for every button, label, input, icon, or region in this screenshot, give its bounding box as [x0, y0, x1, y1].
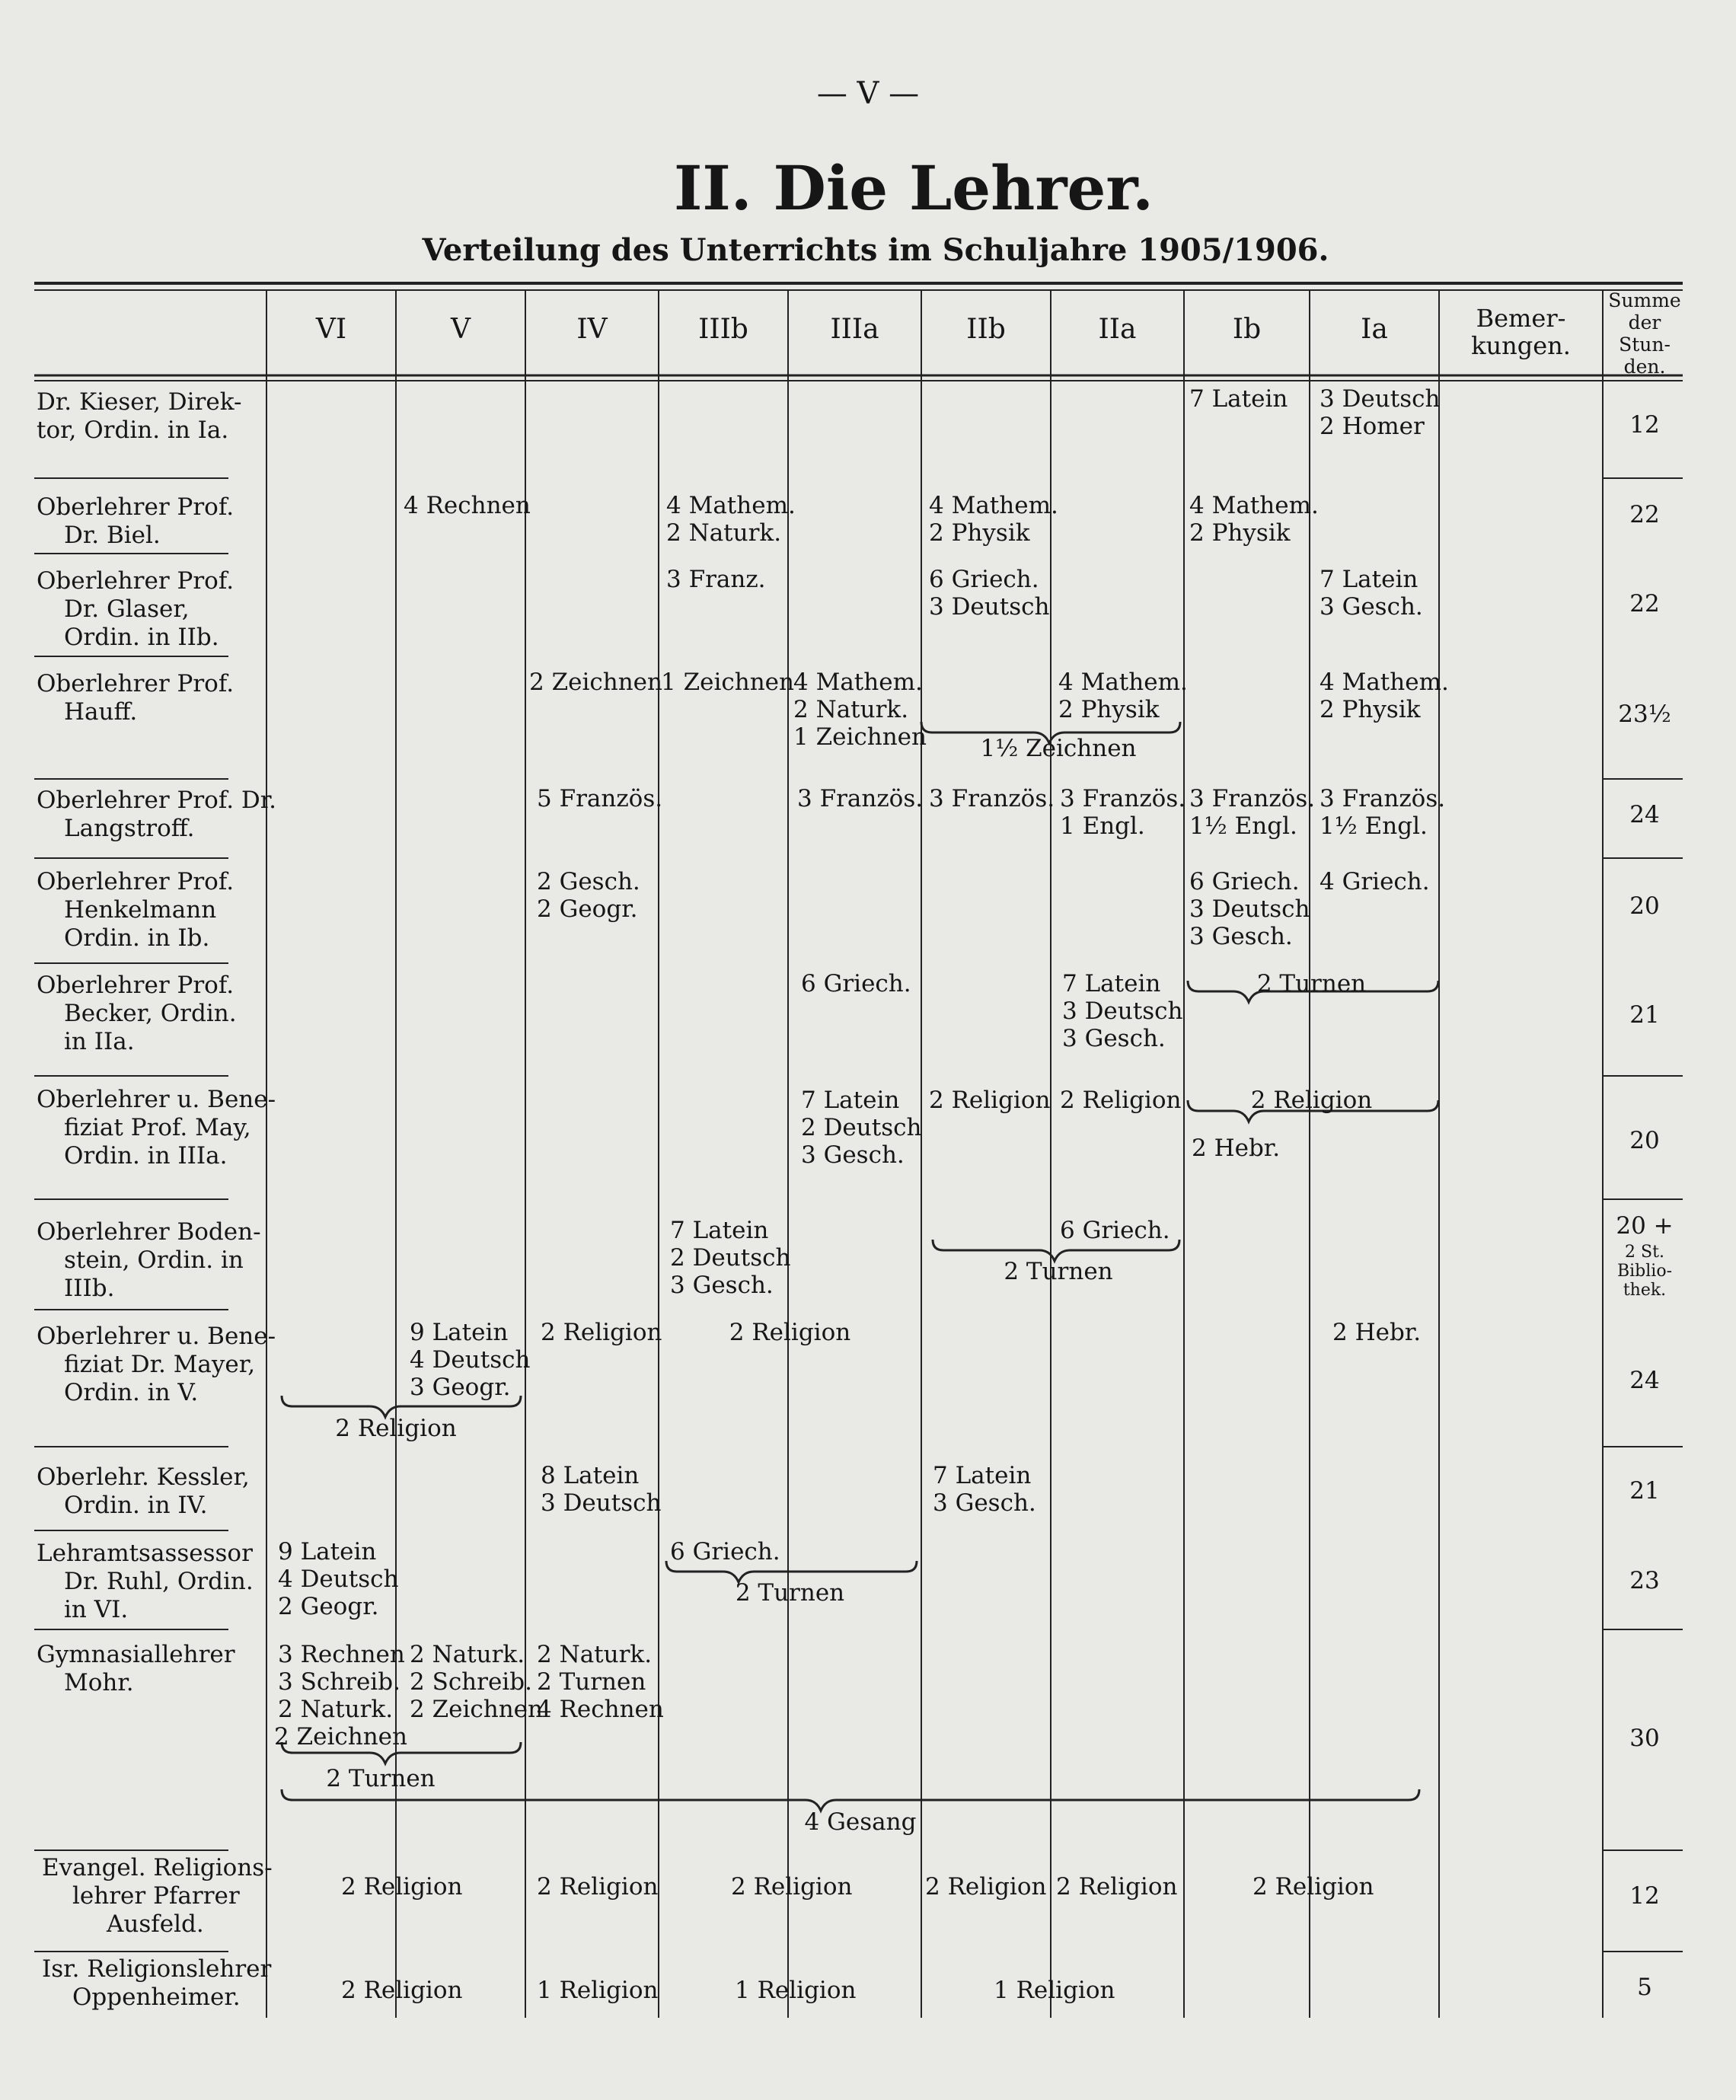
teacher-name: Gymnasiallehrer Mohr. — [37, 1641, 235, 1696]
hours-total: 23 — [1629, 1567, 1660, 1594]
teacher-name: Oberlehr. Kessler, Ordin. in IV. — [37, 1463, 250, 1519]
hours-total: 20 — [1629, 892, 1660, 920]
lesson-cell: 2 Religion — [731, 1873, 853, 1901]
lesson-cell: 6 Griech. — [801, 970, 911, 997]
lesson-cell: 4 Griech. — [1320, 868, 1430, 895]
lesson-cell: 6 Griech. — [1060, 1217, 1170, 1244]
lesson-cell: 8 Latein 3 Deutsch — [541, 1462, 662, 1517]
shared-lesson-label: 2 Turnen — [735, 1579, 845, 1607]
lesson-cell: 4 Mathem. 2 Physik — [1058, 669, 1188, 723]
teacher-name: Oberlehrer Prof. Dr. Glaser, Ordin. in IIb. — [37, 567, 235, 651]
col-header-sum: Summe der Stun- den. — [1608, 289, 1681, 378]
lesson-cell: 3 Französ. — [797, 785, 924, 812]
teacher-name: Oberlehrer Prof. Dr. Biel. — [37, 493, 235, 549]
lesson-cell: 2 Religion — [1253, 1873, 1374, 1901]
shared-lesson-label: 2 Turnen — [1004, 1258, 1113, 1285]
lesson-cell: 9 Latein 4 Deutsch 3 Geogr. — [410, 1319, 531, 1401]
shared-lesson-label: 4 Gesang — [804, 1808, 917, 1836]
col-header-ia: Ia — [1361, 314, 1388, 345]
lesson-cell: 3 Französ. — [929, 785, 1055, 812]
shared-lesson-label: 2 Religion — [335, 1415, 457, 1442]
lesson-cell: 4 Mathem. 2 Naturk. — [666, 492, 796, 547]
lesson-cell: 4 Mathem. 2 Naturk. 1 Zeichnen — [793, 669, 927, 751]
lesson-cell: 9 Latein 4 Deutsch 2 Geogr. — [278, 1538, 399, 1620]
lesson-cell: 5 Französ. — [537, 785, 663, 812]
teacher-name: Isr. Religionslehrer Oppenheimer. — [42, 1955, 272, 2011]
hours-total: 23½ — [1618, 701, 1671, 728]
hours-total: 5 — [1637, 1974, 1652, 2001]
hours-total: 21 — [1629, 1001, 1660, 1029]
teacher-name: Oberlehrer u. Bene- fiziat Dr. Mayer, Ordin. in V. — [37, 1323, 276, 1406]
lesson-cell: 3 Franz. — [666, 566, 766, 593]
lesson-cell: 3 Französ. 1½ Engl. — [1320, 785, 1446, 840]
lesson-cell: 1 Religion — [537, 1977, 659, 2004]
lesson-cell: 3 Rechnen 3 Schreib. 2 Naturk. 2 Zeichnen — [274, 1641, 407, 1751]
lesson-cell: 7 Latein 2 Deutsch 3 Gesch. — [801, 1087, 922, 1169]
lesson-cell: 2 Religion — [929, 1087, 1051, 1114]
lesson-cell: 6 Griech. — [670, 1538, 780, 1565]
hours-total: 20 — [1629, 1127, 1660, 1154]
hours-total: 30 — [1629, 1725, 1660, 1752]
lesson-cell: 2 Religion — [1060, 1087, 1182, 1114]
col-header-vi: VI — [315, 314, 347, 345]
lesson-cell: 3 Deutsch 2 Homer — [1320, 385, 1441, 440]
col-header-v: V — [451, 314, 471, 345]
shared-lesson-label: 2 Turnen — [1256, 970, 1367, 997]
col-header-iiib: IIIb — [698, 314, 748, 345]
lesson-cell: 7 Latein 3 Gesch. — [933, 1462, 1036, 1517]
hours-total: 12 — [1629, 1882, 1660, 1910]
table-caption: Verteilung des Unterrichts im Schuljahre 1905/1906. — [422, 232, 1329, 268]
lesson-cell: 4 Mathem. 2 Physik — [929, 492, 1058, 547]
lesson-cell: 2 Religion — [341, 1873, 463, 1901]
lesson-cell: 3 Französ. 1 Engl. — [1060, 785, 1186, 840]
lesson-cell: 2 Hebr. — [1192, 1135, 1281, 1162]
col-header-iia: IIa — [1098, 314, 1137, 345]
teacher-name: Oberlehrer Prof. Hauff. — [37, 670, 235, 726]
col-header-ib: Ib — [1232, 314, 1262, 345]
hours-total: 22 — [1629, 590, 1660, 618]
lesson-cell: 6 Griech. 3 Deutsch — [929, 566, 1050, 621]
lesson-cell: 2 Religion — [537, 1873, 659, 1901]
lesson-cell: 7 Latein — [1189, 385, 1288, 413]
lesson-cell: 7 Latein 3 Deutsch 3 Gesch. — [1062, 970, 1183, 1052]
col-header-remarks: Bemer- kungen. — [1471, 304, 1571, 360]
lesson-cell: 2 Gesch. 2 Geogr. — [537, 868, 640, 923]
shared-lesson-label: 2 Religion — [1250, 1087, 1373, 1114]
lesson-cell: 4 Mathem. 2 Physik — [1320, 669, 1449, 723]
lesson-cell: 1 Religion — [735, 1977, 857, 2004]
lesson-cell: 7 Latein 2 Deutsch 3 Gesch. — [670, 1217, 791, 1299]
lesson-cell: 4 Rechnen — [404, 492, 531, 519]
lesson-cell: 1 Religion — [994, 1977, 1115, 2004]
col-header-iiia: IIIa — [830, 314, 879, 345]
lesson-cell: 6 Griech. 3 Deutsch 3 Gesch. — [1189, 868, 1310, 950]
hours-note: 2 St. Biblio- thek. — [1616, 1243, 1673, 1300]
hours-total: 24 — [1629, 1367, 1660, 1394]
teacher-name: Oberlehrer Boden- stein, Ordin. in IIIb. — [37, 1218, 261, 1302]
lesson-cell: 2 Hebr. — [1332, 1319, 1422, 1346]
lesson-cell: 2 Zeichnen — [529, 669, 662, 696]
teacher-name: Oberlehrer Prof. Becker, Ordin. in IIa. — [37, 972, 237, 1055]
lesson-cell: 4 Mathem. 2 Physik — [1189, 492, 1319, 547]
lesson-cell: 1 Zeichnen — [661, 669, 794, 696]
hours-total: 24 — [1629, 801, 1660, 828]
lesson-cell: 7 Latein 3 Gesch. — [1320, 566, 1423, 621]
page-number: — V — — [816, 76, 920, 111]
teacher-name: Lehramtsassessor Dr. Ruhl, Ordin. in VI. — [37, 1540, 254, 1623]
lesson-cell: 2 Naturk. 2 Schreib. 2 Zeichnen — [410, 1641, 543, 1723]
teacher-name: Oberlehrer Prof. Henkelmann Ordin. in Ib. — [37, 868, 235, 952]
teacher-name: Dr. Kieser, Direk- tor, Ordin. in Ia. — [37, 388, 242, 444]
teacher-name: Evangel. Religions- lehrer Pfarrer Ausfeld. — [42, 1854, 273, 1938]
lesson-cell: 2 Naturk. 2 Turnen 4 Rechnen — [537, 1641, 664, 1723]
lesson-cell: 2 Religion — [541, 1319, 662, 1346]
hours-total: 12 — [1629, 411, 1660, 439]
teacher-name: Oberlehrer u. Bene- fiziat Prof. May, Ordin. in IIIa. — [37, 1086, 276, 1170]
page-title: II. Die Lehrer. — [673, 152, 1154, 224]
col-header-iv: IV — [576, 314, 608, 345]
hours-total: 20 + — [1616, 1212, 1674, 1240]
shared-lesson-label: 2 Religion — [729, 1319, 851, 1346]
lesson-cell: 3 Französ. 1½ Engl. — [1189, 785, 1316, 840]
hours-total: 22 — [1629, 501, 1660, 528]
col-header-iib: IIb — [966, 314, 1006, 345]
shared-lesson-label: 1½ Zeichnen — [980, 735, 1137, 762]
teacher-name: Oberlehrer Prof. Dr. Langstroff. — [37, 787, 277, 842]
lesson-cell: 2 Religion — [1056, 1873, 1178, 1901]
hours-total: 21 — [1629, 1477, 1660, 1505]
lesson-cell: 2 Religion — [341, 1977, 463, 2004]
lesson-cell: 2 Religion — [925, 1873, 1047, 1901]
shared-lesson-label: 2 Turnen — [326, 1765, 436, 1792]
